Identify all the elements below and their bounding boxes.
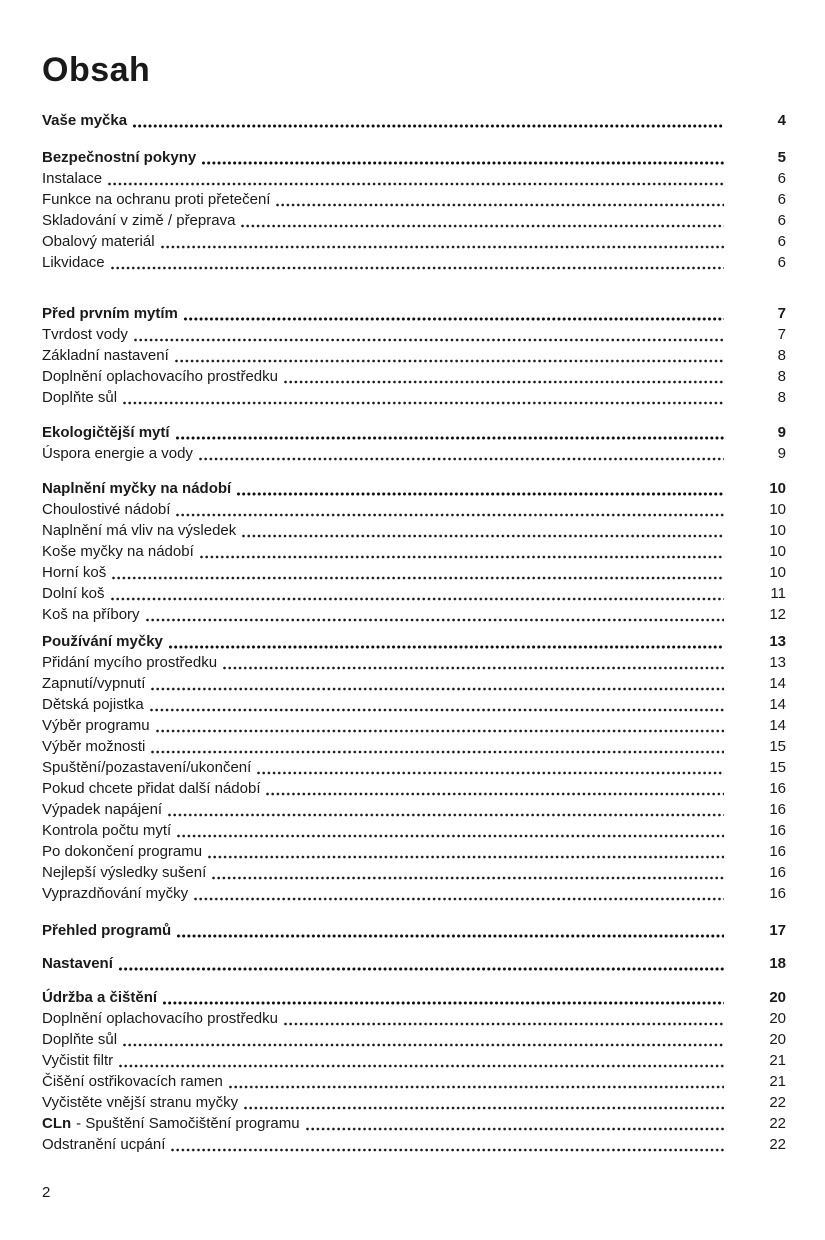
- toc-row: [42, 920, 786, 941]
- toc-entry-label: - Spuštění Samočištění programu: [76, 1115, 300, 1132]
- toc-row: [42, 499, 786, 520]
- toc-entry-label: Doplňte sůl: [42, 1031, 118, 1048]
- toc-page-number: 7: [777, 305, 786, 322]
- toc-leader-dots: [266, 792, 724, 796]
- toc-leader-dots: [184, 317, 724, 321]
- toc-leader-dots: [223, 666, 724, 670]
- toc-entry-label: Doplnění oplachovacího prostředku: [42, 1010, 278, 1027]
- toc-entry-label: Skladování v zimě / přeprava: [42, 212, 236, 229]
- toc-leader-dots: [202, 161, 724, 165]
- toc-row: [42, 345, 786, 366]
- toc-entry-label: Vyčistěte vnější stranu myčky: [42, 1094, 239, 1111]
- toc-row: [42, 422, 786, 443]
- toc-row: [42, 757, 786, 778]
- toc-page-number: 22: [769, 1136, 786, 1153]
- toc-row: [42, 210, 786, 231]
- toc-entry-label: Odstranění ucpání: [42, 1136, 166, 1153]
- toc-leader-dots: [156, 729, 724, 733]
- toc-leader-dots: [276, 203, 724, 207]
- toc-page-number: 6: [777, 212, 786, 229]
- toc-entry-label: Úspora energie a vody: [42, 445, 193, 462]
- toc-page-number: 10: [769, 501, 786, 518]
- toc-entry-label: Choulostivé nádobí: [42, 501, 171, 518]
- toc-leader-dots: [200, 555, 724, 559]
- toc-row: [42, 1071, 786, 1092]
- toc-page-number: 14: [769, 717, 786, 734]
- toc-leader-dots: [119, 1064, 724, 1068]
- toc-leader-dots: [111, 266, 724, 270]
- toc-row: [42, 862, 786, 883]
- toc-leader-dots: [257, 771, 724, 775]
- toc-page-number: 8: [777, 347, 786, 364]
- toc-row: [42, 1050, 786, 1071]
- toc-entry-label: Ekologičtější mytí: [42, 424, 170, 441]
- toc-group: [42, 422, 786, 464]
- toc-leader-dots: [176, 436, 724, 440]
- toc-entry-label: Základní nastavení: [42, 347, 169, 364]
- toc-entry-label: Obalový materiál: [42, 233, 155, 250]
- toc-entry-prefix: CLn: [42, 1115, 72, 1132]
- toc-page-number: 15: [769, 738, 786, 755]
- toc-page-number: 5: [777, 149, 786, 166]
- toc-entry-label: Po dokončení programu: [42, 843, 203, 860]
- toc-entry-label: Přehled programů: [42, 922, 172, 939]
- toc-page-number: 9: [777, 445, 786, 462]
- toc-page-number: 16: [769, 780, 786, 797]
- toc-leader-dots: [306, 1127, 724, 1131]
- toc-group: [42, 631, 786, 904]
- toc-row: [42, 541, 786, 562]
- toc-row: [42, 799, 786, 820]
- toc-page-number: 21: [769, 1073, 786, 1090]
- toc-leader-dots: [163, 1001, 724, 1005]
- toc-row: [42, 883, 786, 904]
- toc-entry-label: Vyprazdňování myčky: [42, 885, 189, 902]
- toc-entry-label: Vyčistit filtr: [42, 1052, 114, 1069]
- toc-entry-label: Koše myčky na nádobí: [42, 543, 194, 560]
- toc-entry-label: Pokud chcete přidat další nádobí: [42, 780, 261, 797]
- toc-group: [42, 303, 786, 408]
- toc-row: [42, 631, 786, 652]
- toc-leader-dots: [237, 492, 724, 496]
- toc-row: [42, 583, 786, 604]
- toc-row: [42, 673, 786, 694]
- toc-row: [42, 1029, 786, 1050]
- toc-entry-label: Doplnění oplachovacího prostředku: [42, 368, 278, 385]
- toc-entry-label: Kontrola počtu mytí: [42, 822, 172, 839]
- toc-leader-dots: [177, 834, 724, 838]
- toc-leader-dots: [199, 457, 724, 461]
- toc-row: [42, 652, 786, 673]
- toc-row: [42, 820, 786, 841]
- toc-leader-dots: [212, 876, 724, 880]
- toc-entry-label: Horní koš: [42, 564, 107, 581]
- toc-group: [42, 478, 786, 625]
- toc-entry-label: Dolní koš: [42, 585, 105, 602]
- toc-page-number: 18: [769, 955, 786, 972]
- toc-page-number: 11: [770, 585, 786, 602]
- toc-page-number: 13: [769, 654, 786, 671]
- toc-entry-label: Používání myčky: [42, 633, 163, 650]
- toc-row: [42, 715, 786, 736]
- toc-page-number: 4: [777, 112, 786, 129]
- toc-leader-dots: [168, 813, 724, 817]
- toc-entry-label: Nejlepší výsledky sušení: [42, 864, 207, 881]
- toc-page-number: 8: [777, 389, 786, 406]
- toc-group: [42, 920, 786, 941]
- toc-page-number: 20: [769, 1031, 786, 1048]
- toc-page-number: 16: [769, 864, 786, 881]
- toc-page-number: 6: [777, 254, 786, 271]
- toc-leader-dots: [151, 687, 724, 691]
- toc-leader-dots: [284, 380, 724, 384]
- toc-row: [42, 1092, 786, 1113]
- toc-page-number: 22: [769, 1094, 786, 1111]
- toc-group: [42, 953, 786, 974]
- toc-leader-dots: [161, 245, 724, 249]
- toc-page-number: 10: [769, 522, 786, 539]
- toc-row: [42, 520, 786, 541]
- toc-page-number: 14: [769, 675, 786, 692]
- toc-leader-dots: [169, 645, 724, 649]
- toc-page-number: 10: [769, 564, 786, 581]
- toc-row: [42, 189, 786, 210]
- toc-leader-dots: [112, 576, 724, 580]
- toc-row: [42, 443, 786, 464]
- toc-page-number: 6: [777, 170, 786, 187]
- toc-row: [42, 778, 786, 799]
- toc-page-number: 14: [769, 696, 786, 713]
- toc-leader-dots: [108, 182, 724, 186]
- toc-entry-label: Koš na příbory: [42, 606, 140, 623]
- toc-page-number: 20: [769, 1010, 786, 1027]
- toc-leader-dots: [241, 224, 724, 228]
- toc-row: [42, 1008, 786, 1029]
- toc-entry-label: Likvidace: [42, 254, 105, 271]
- footer-page-number: 2: [42, 1184, 51, 1201]
- toc-group: [42, 987, 786, 1155]
- toc-row: [42, 303, 786, 324]
- toc-row: [42, 252, 786, 273]
- toc-entry-label: Dětská pojistka: [42, 696, 144, 713]
- toc-page-number: 15: [769, 759, 786, 776]
- toc-entry-label: Zapnutí/vypnutí: [42, 675, 146, 692]
- toc-row: [42, 387, 786, 408]
- toc-row: [42, 231, 786, 252]
- toc-page-number: 16: [769, 801, 786, 818]
- toc-page-number: 16: [769, 885, 786, 902]
- toc-page-number: 13: [769, 633, 786, 650]
- toc-row: [42, 1113, 786, 1134]
- toc-page-number: 6: [777, 233, 786, 250]
- table-of-contents: [42, 110, 786, 1155]
- toc-entry-label: Výpadek napájení: [42, 801, 163, 818]
- toc-entry-label: Přidání mycího prostředku: [42, 654, 218, 671]
- toc-page-number: 9: [777, 424, 786, 441]
- toc-entry-label: Funkce na ochranu proti přetečení: [42, 191, 271, 208]
- toc-leader-dots: [150, 708, 724, 712]
- toc-leader-dots: [151, 750, 724, 754]
- toc-leader-dots: [119, 967, 724, 971]
- toc-leader-dots: [244, 1106, 724, 1110]
- toc-page-number: 6: [777, 191, 786, 208]
- toc-row: [42, 562, 786, 583]
- toc-entry-label: Naplnění má vliv na výsledek: [42, 522, 237, 539]
- toc-entry-label: Instalace: [42, 170, 103, 187]
- toc-row: [42, 366, 786, 387]
- toc-leader-dots: [175, 359, 724, 363]
- toc-row: [42, 110, 786, 131]
- toc-leader-dots: [133, 124, 724, 128]
- toc-row: [42, 147, 786, 168]
- toc-page-number: 20: [769, 989, 786, 1006]
- toc-group: [42, 110, 786, 131]
- toc-entry-label: Naplnění myčky na nádobí: [42, 480, 232, 497]
- toc-leader-dots: [194, 897, 724, 901]
- toc-row: [42, 987, 786, 1008]
- toc-leader-dots: [176, 513, 724, 517]
- toc-leader-dots: [208, 855, 724, 859]
- toc-page-number: 7: [777, 326, 786, 343]
- toc-row: [42, 841, 786, 862]
- toc-entry-label: Nastavení: [42, 955, 113, 972]
- toc-leader-dots: [134, 338, 724, 342]
- toc-entry-label: Tvrdost vody: [42, 326, 128, 343]
- toc-entry-label: Vaše myčka: [42, 112, 128, 129]
- toc-entry-label: Doplňte sůl: [42, 389, 118, 406]
- toc-leader-dots: [171, 1148, 724, 1152]
- toc-leader-dots: [229, 1085, 724, 1089]
- toc-entry-label: Výběr možnosti: [42, 738, 146, 755]
- toc-leader-dots: [146, 618, 724, 622]
- toc-page-number: 21: [769, 1052, 786, 1069]
- toc-row: [42, 168, 786, 189]
- toc-row: [42, 1134, 786, 1155]
- toc-leader-dots: [177, 934, 724, 938]
- toc-page-number: 12: [769, 606, 786, 623]
- toc-page-number: 16: [769, 843, 786, 860]
- toc-row: [42, 736, 786, 757]
- toc-page-number: 16: [769, 822, 786, 839]
- toc-row: [42, 478, 786, 499]
- toc-entry-label: Bezpečnostní pokyny: [42, 149, 197, 166]
- toc-entry-label: Spuštění/pozastavení/ukončení: [42, 759, 252, 776]
- toc-leader-dots: [242, 534, 724, 538]
- toc-entry-label: Údržba a čištění: [42, 989, 158, 1006]
- toc-page-number: 17: [769, 922, 786, 939]
- toc-page-number: 10: [769, 543, 786, 560]
- toc-page-number: 22: [769, 1115, 786, 1132]
- page-title: Obsah: [42, 51, 151, 89]
- toc-entry-label: Před prvním mytím: [42, 305, 178, 322]
- toc-row: [42, 694, 786, 715]
- toc-entry-label: Čišění ostřikovacích ramen: [42, 1073, 223, 1090]
- toc-leader-dots: [111, 597, 724, 601]
- toc-row: [42, 953, 786, 974]
- toc-leader-dots: [284, 1022, 724, 1026]
- toc-group: [42, 147, 786, 273]
- toc-row: [42, 604, 786, 625]
- toc-page-number: 10: [769, 480, 786, 497]
- toc-row: [42, 324, 786, 345]
- toc-leader-dots: [123, 1043, 724, 1047]
- toc-page-number: 8: [777, 368, 786, 385]
- toc-entry-label: Výběr programu: [42, 717, 150, 734]
- toc-leader-dots: [123, 401, 724, 405]
